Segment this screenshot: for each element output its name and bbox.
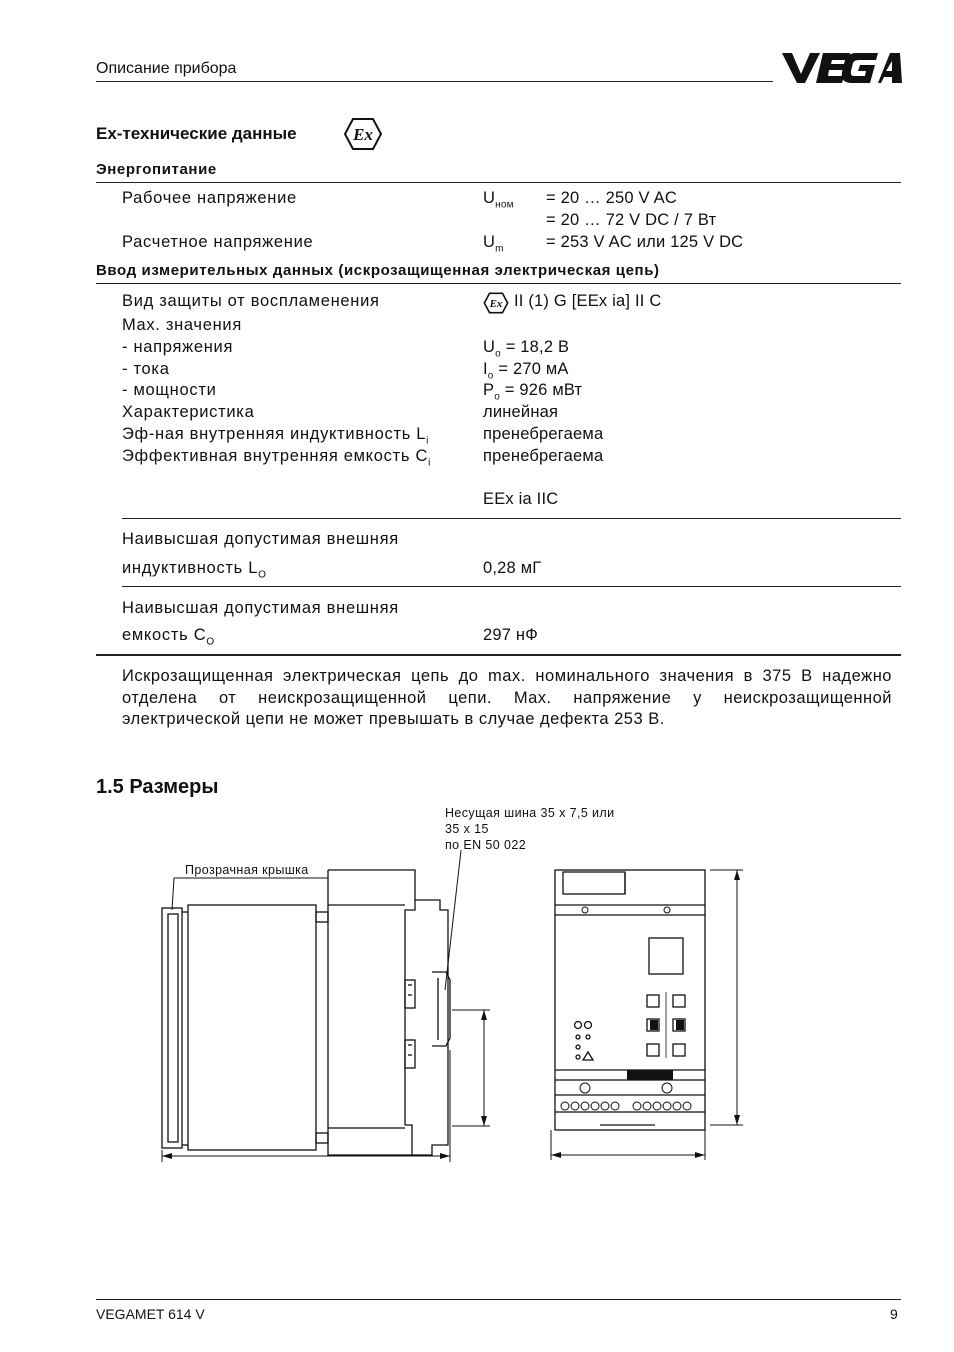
isolation-paragraph: Искрозащищенная электрическая цепь до max. номинального значения в 375 В надежно отделена от неискрозащищенной цепи. Max. напряжение у неискрозащищенной электрической цепи не может превышать в случае дефекта 253 В. — [122, 667, 892, 728]
voltage-value: $U_o = 18,2$ В — [483, 338, 570, 360]
rail-label-line3: по EN 50 022 — [445, 838, 527, 852]
power-heading: Энергопитание — [96, 161, 217, 178]
ext-ind-rule — [122, 518, 901, 519]
protection-type-value: II (1) G [EEx ia] II C — [514, 292, 662, 310]
ex-hexagon-icon — [343, 117, 383, 151]
capacitance-value: пренебрегаема — [483, 447, 604, 465]
ext-inductance-line1: Наивысшая допустимая внешняя — [122, 530, 399, 548]
capacitance-label: Эффективная внутренняя емкость $C_i$ — [122, 447, 431, 469]
ex-small-icon — [483, 292, 509, 314]
header-section-title: Описание прибора — [96, 60, 237, 77]
protection-type-label: Вид защиты от воспламенения — [122, 292, 380, 310]
front-view-drawing — [545, 860, 750, 1165]
characteristic-value: линейная — [483, 403, 559, 421]
dimensions-title: 1.5 Размеры — [96, 776, 219, 798]
ext-cap-rule — [122, 586, 901, 587]
characteristic-label: Характеристика — [122, 403, 255, 421]
power-rule — [96, 182, 901, 183]
ex-data-title: Ex-технические данные — [96, 124, 297, 143]
ext-capacitance-value: 297 нФ — [483, 626, 538, 644]
rated-voltage-value: = 253 V AC или 125 V DC — [546, 233, 744, 251]
rail-label-line2: 35 x 15 — [445, 822, 489, 836]
svg-text:Ex: Ex — [353, 125, 373, 144]
operating-voltage-ac: = 20 … 250 V AC — [546, 189, 677, 207]
rated-voltage-symbol: $U_m$ — [483, 233, 504, 255]
rated-voltage-label: Расчетное напряжение — [122, 233, 314, 251]
rail-label-line1: Несущая шина 35 x 7,5 или — [445, 806, 615, 820]
input-rule — [96, 283, 901, 284]
power-label: - мощности — [122, 381, 217, 399]
ext-capacitance-line2: емкость $C_O$ — [122, 626, 215, 648]
svg-text:Ex: Ex — [489, 297, 503, 310]
operating-voltage-symbol: $U_{ном}$ — [483, 189, 514, 211]
ex-class-value: EEx ia IIC — [483, 490, 559, 508]
ext-capacitance-line1: Наивысшая допустимая внешняя — [122, 599, 399, 617]
table-bottom-rule — [96, 654, 901, 656]
current-value: $I_o = 270$ мА — [483, 360, 569, 382]
ext-inductance-value: 0,28 мГ — [483, 559, 542, 577]
max-values-label: Max. значения — [122, 316, 242, 334]
voltage-label: - напряжения — [122, 338, 234, 356]
input-heading: Ввод измерительных данных (искрозащищенная электрическая цепь) — [96, 262, 660, 279]
operating-voltage-label: Рабочее напряжение — [122, 189, 297, 207]
footer-page-number: 9 — [890, 1306, 898, 1322]
vega-logo — [780, 50, 902, 86]
power-value: $P_o = 926$ мВт — [483, 381, 583, 403]
cover-label: Прозрачная крышка — [185, 863, 309, 877]
inductance-value: пренебрегаема — [483, 425, 604, 443]
footer-product: VEGAMET 614 V — [96, 1306, 205, 1322]
ext-inductance-line2: индуктивность $L_O$ — [122, 559, 267, 581]
side-view-drawing — [150, 850, 500, 1170]
footer-rule — [96, 1299, 901, 1300]
operating-voltage-dc: = 20 … 72 V DC / 7 Вт — [546, 211, 717, 229]
header-rule — [96, 81, 773, 82]
current-label: - тока — [122, 360, 170, 378]
inductance-label: Эф-ная внутренняя индуктивность $L_i$ — [122, 425, 430, 447]
